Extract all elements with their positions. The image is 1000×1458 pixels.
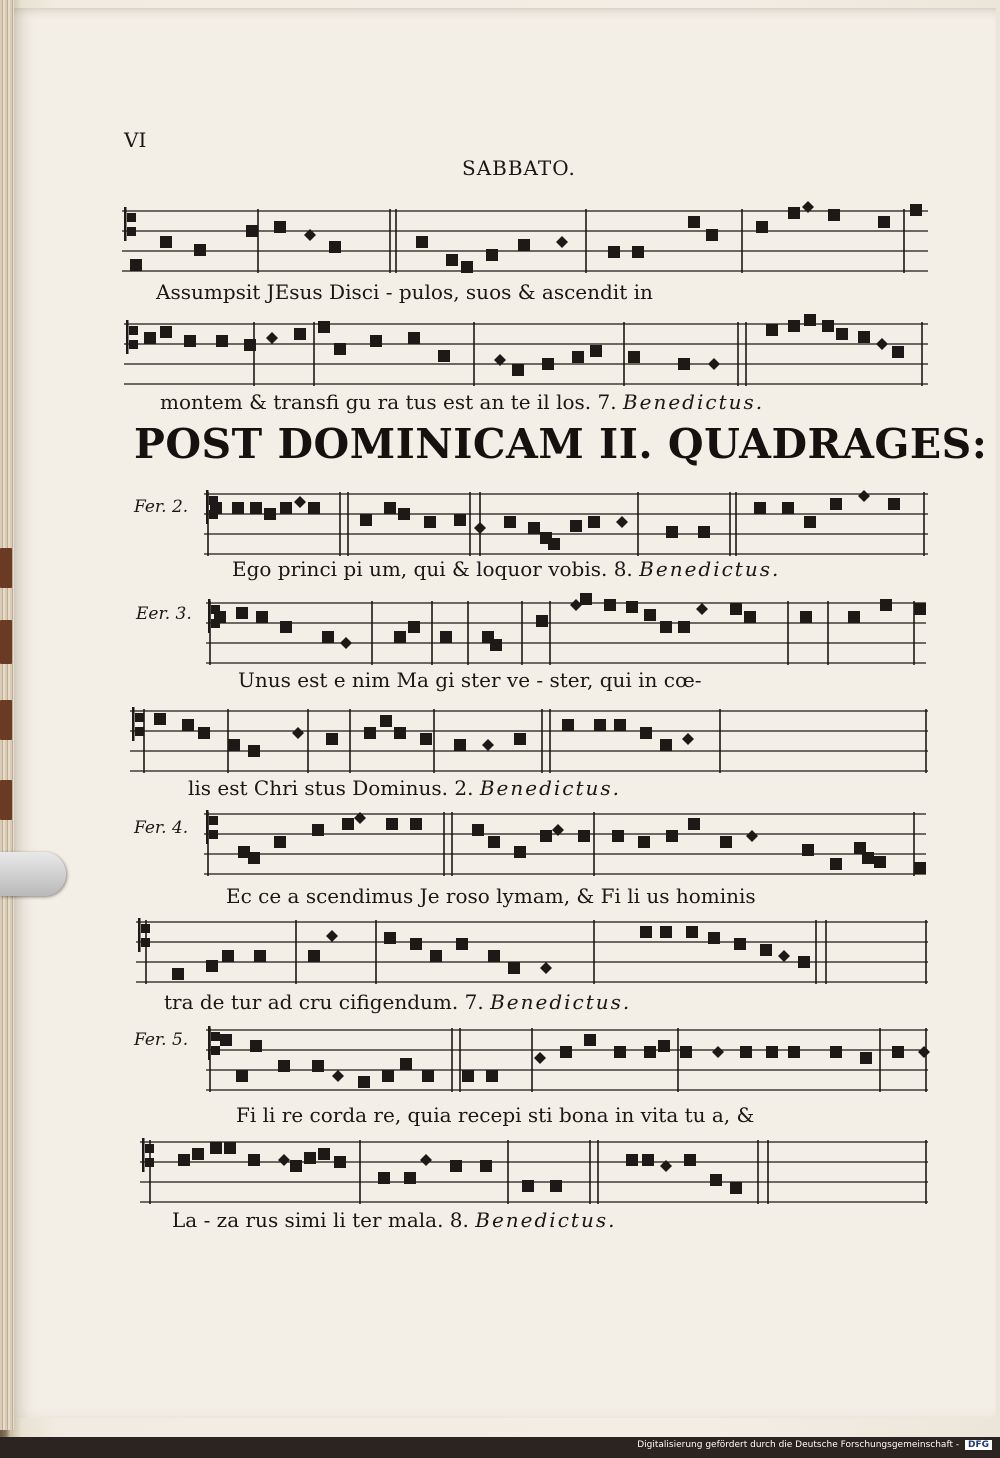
- lyric-text: montem & transfi gu ra tus est an te il los. 7.: [160, 390, 617, 414]
- square-note: [222, 950, 234, 962]
- square-note: [342, 818, 354, 830]
- square-note: [386, 818, 398, 830]
- square-note: [798, 956, 810, 968]
- square-note: [578, 830, 590, 842]
- square-note: [454, 514, 466, 526]
- square-note: [698, 526, 710, 538]
- square-note: [490, 639, 502, 651]
- diamond-note: [556, 236, 568, 248]
- square-note: [892, 1046, 904, 1058]
- square-note: [614, 719, 626, 731]
- music-staff: [204, 808, 926, 878]
- square-note: [550, 1180, 562, 1192]
- square-note: [364, 727, 376, 739]
- square-note: [438, 350, 450, 362]
- square-note: [160, 236, 172, 248]
- square-note: [612, 830, 624, 842]
- square-note: [384, 502, 396, 514]
- square-note: [454, 739, 466, 751]
- square-note: [256, 611, 268, 623]
- lyric-text: Assumpsit JEsus Disci - pulos, suos & ascendit in: [156, 280, 653, 304]
- square-note: [822, 320, 834, 332]
- square-note: [914, 862, 926, 874]
- music-staff: [206, 597, 926, 667]
- clef-icon: [142, 1138, 154, 1172]
- bookmark-tab: [0, 620, 12, 664]
- square-note: [358, 1076, 370, 1088]
- square-note: [744, 611, 756, 623]
- square-note: [312, 824, 324, 836]
- lyric-text: Ego princi pi um, qui & loquor vobis. 8.: [232, 557, 633, 581]
- square-note: [788, 207, 800, 219]
- music-staff: [140, 1136, 928, 1206]
- square-note: [394, 631, 406, 643]
- square-note: [154, 713, 166, 725]
- square-note: [660, 739, 672, 751]
- diamond-note: [712, 1046, 724, 1058]
- ferial-label: Fer. 4.: [134, 818, 189, 838]
- clef-icon: [138, 918, 150, 952]
- staff-notation: [136, 916, 928, 986]
- square-note: [858, 331, 870, 343]
- square-note: [644, 609, 656, 621]
- square-note: [236, 607, 248, 619]
- square-note: [804, 516, 816, 528]
- square-note: [210, 1142, 222, 1154]
- staff-notation: [204, 488, 928, 558]
- square-note: [644, 1046, 656, 1058]
- staff-notation: [124, 318, 928, 388]
- square-note: [588, 516, 600, 528]
- lyric-text: Fi li re corda re, quia recepi sti bona in vita tu a, &: [236, 1103, 755, 1127]
- square-note: [678, 358, 690, 370]
- square-note: [326, 733, 338, 745]
- square-note: [182, 719, 194, 731]
- square-note: [830, 498, 842, 510]
- benedictus-cue: Benedictus.: [479, 776, 622, 800]
- square-note: [680, 1046, 692, 1058]
- square-note: [322, 631, 334, 643]
- music-staff: [122, 205, 928, 275]
- music-staff: [206, 1024, 928, 1094]
- square-note: [250, 1040, 262, 1052]
- page-clip: [0, 852, 66, 896]
- diamond-note: [294, 496, 306, 508]
- benedictus-cue: Benedictus.: [622, 390, 765, 414]
- square-note: [756, 221, 768, 233]
- square-note: [461, 261, 473, 273]
- square-note: [308, 950, 320, 962]
- square-note: [804, 314, 816, 326]
- music-staff: [124, 318, 928, 388]
- square-note: [246, 225, 258, 237]
- square-note: [329, 241, 341, 253]
- square-note: [766, 1046, 778, 1058]
- ferial-label: Fer. 5.: [134, 1030, 189, 1050]
- square-note: [220, 1034, 232, 1046]
- square-note: [512, 364, 524, 376]
- diamond-note: [682, 733, 694, 745]
- square-note: [590, 345, 602, 357]
- lyric-text: Unus est e nim Ma gi ster ve - ster, qui in cœ-: [238, 668, 702, 692]
- diamond-note: [482, 739, 494, 751]
- square-note: [278, 1060, 290, 1072]
- clef-icon: [124, 207, 136, 241]
- square-note: [410, 818, 422, 830]
- square-note: [462, 1070, 474, 1082]
- lyric-line: [164, 990, 631, 1014]
- square-note: [294, 328, 306, 340]
- square-note: [216, 335, 228, 347]
- diamond-note: [858, 490, 870, 502]
- square-note: [274, 836, 286, 848]
- diamond-note: [326, 930, 338, 942]
- square-note: [144, 332, 156, 344]
- square-note: [706, 229, 718, 241]
- folio-number: VI: [124, 128, 147, 152]
- square-note: [628, 351, 640, 363]
- diamond-note: [278, 1154, 290, 1166]
- square-note: [848, 611, 860, 623]
- square-note: [394, 727, 406, 739]
- square-note: [880, 599, 892, 611]
- square-note: [874, 856, 886, 868]
- square-note: [334, 343, 346, 355]
- square-note: [914, 603, 926, 615]
- square-note: [632, 246, 644, 258]
- square-note: [370, 335, 382, 347]
- square-note: [398, 508, 410, 520]
- square-note: [228, 739, 240, 751]
- staff-notation: [130, 705, 928, 775]
- benedictus-cue: Benedictus.: [639, 557, 781, 581]
- square-note: [514, 846, 526, 858]
- bookmark-tab: [0, 700, 12, 740]
- diamond-note: [266, 332, 278, 344]
- square-note: [178, 1154, 190, 1166]
- square-note: [626, 1154, 638, 1166]
- lyric-line: [172, 1208, 616, 1232]
- square-note: [210, 502, 222, 514]
- square-note: [334, 1156, 346, 1168]
- square-note: [518, 239, 530, 251]
- square-note: [232, 502, 244, 514]
- lyric-line: [236, 1103, 754, 1127]
- square-note: [248, 1154, 260, 1166]
- square-note: [640, 926, 652, 938]
- diamond-note: [708, 358, 720, 370]
- square-note: [264, 508, 276, 520]
- square-note: [688, 216, 700, 228]
- square-note: [472, 824, 484, 836]
- square-note: [560, 1046, 572, 1058]
- square-note: [878, 216, 890, 228]
- square-note: [528, 522, 540, 534]
- square-note: [172, 968, 184, 980]
- square-note: [318, 321, 330, 333]
- square-note: [400, 1058, 412, 1070]
- square-note: [522, 1180, 534, 1192]
- square-note: [542, 358, 554, 370]
- square-note: [408, 332, 420, 344]
- square-note: [658, 1040, 670, 1052]
- square-note: [430, 950, 442, 962]
- lyric-line: [238, 668, 702, 692]
- square-note: [570, 520, 582, 532]
- square-note: [130, 259, 142, 271]
- music-staff: [130, 705, 928, 775]
- square-note: [562, 719, 574, 731]
- staff-notation: [206, 597, 926, 667]
- square-note: [422, 1070, 434, 1082]
- square-note: [456, 938, 468, 950]
- square-note: [860, 1052, 872, 1064]
- square-note: [666, 526, 678, 538]
- staff-notation: [204, 808, 926, 878]
- ferial-label: Fer. 2.: [134, 497, 189, 517]
- square-note: [488, 950, 500, 962]
- square-note: [382, 1070, 394, 1082]
- square-note: [548, 538, 560, 550]
- square-note: [760, 944, 772, 956]
- square-note: [642, 1154, 654, 1166]
- square-note: [584, 1034, 596, 1046]
- square-note: [788, 1046, 800, 1058]
- square-note: [410, 938, 422, 950]
- square-note: [280, 621, 292, 633]
- diamond-note: [876, 338, 888, 350]
- square-note: [640, 727, 652, 739]
- square-note: [504, 516, 516, 528]
- square-note: [312, 1060, 324, 1072]
- lyric-text: Ec ce a scendimus Je roso lymam, & Fi li us hominis: [226, 884, 756, 908]
- digitization-footer: [637, 1440, 992, 1450]
- diamond-note: [340, 637, 352, 649]
- square-note: [508, 962, 520, 974]
- square-note: [660, 621, 672, 633]
- square-note: [290, 1160, 302, 1172]
- square-note: [446, 254, 458, 266]
- square-note: [666, 830, 678, 842]
- square-note: [638, 836, 650, 848]
- music-staff: [136, 916, 928, 986]
- lyric-text: tra de tur ad cru cifigendum. 7.: [164, 990, 484, 1014]
- staff-notation: [206, 1024, 928, 1094]
- running-head: SABBATO.: [462, 156, 576, 180]
- square-note: [540, 830, 552, 842]
- square-note: [514, 733, 526, 745]
- diamond-note: [540, 962, 552, 974]
- square-note: [684, 1154, 696, 1166]
- square-note: [688, 818, 700, 830]
- square-note: [404, 1172, 416, 1184]
- square-note: [730, 1182, 742, 1194]
- square-note: [802, 844, 814, 856]
- square-note: [318, 1148, 330, 1160]
- square-note: [608, 246, 620, 258]
- square-note: [192, 1148, 204, 1160]
- lyric-line: [226, 884, 756, 908]
- music-staff: [204, 488, 928, 558]
- square-note: [160, 326, 172, 338]
- square-note: [580, 593, 592, 605]
- square-note: [486, 249, 498, 261]
- diamond-note: [420, 1154, 432, 1166]
- square-note: [198, 727, 210, 739]
- footer-text: Digitalisierung gefördert durch die Deutsche Forschungsgemeinschaft -: [637, 1440, 960, 1450]
- diamond-note: [696, 603, 708, 615]
- bookmark-tab: [0, 780, 12, 820]
- square-note: [488, 836, 500, 848]
- square-note: [828, 209, 840, 221]
- square-note: [248, 852, 260, 864]
- square-note: [206, 960, 218, 972]
- square-note: [536, 615, 548, 627]
- square-note: [424, 516, 436, 528]
- benedictus-cue: Benedictus.: [490, 990, 632, 1014]
- square-note: [254, 950, 266, 962]
- square-note: [800, 611, 812, 623]
- staff-notation: [140, 1136, 928, 1206]
- square-note: [250, 502, 262, 514]
- square-note: [236, 1070, 248, 1082]
- square-note: [184, 335, 196, 347]
- square-note: [480, 1160, 492, 1172]
- square-note: [836, 328, 848, 340]
- square-note: [214, 611, 226, 623]
- square-note: [378, 1172, 390, 1184]
- diamond-note: [474, 522, 486, 534]
- bookmark-tab: [0, 548, 12, 588]
- square-note: [604, 599, 616, 611]
- square-note: [274, 221, 286, 233]
- square-note: [910, 204, 922, 216]
- square-note: [224, 1142, 236, 1154]
- square-note: [788, 320, 800, 332]
- diamond-note: [746, 830, 758, 842]
- square-note: [782, 502, 794, 514]
- square-note: [450, 1160, 462, 1172]
- square-note: [708, 932, 720, 944]
- staff-notation: [122, 205, 928, 275]
- square-note: [416, 236, 428, 248]
- diamond-note: [778, 950, 790, 962]
- square-note: [754, 502, 766, 514]
- square-note: [280, 502, 292, 514]
- square-note: [740, 1046, 752, 1058]
- lyric-line: [156, 280, 653, 304]
- lyric-line: [188, 776, 621, 800]
- square-note: [486, 1070, 498, 1082]
- square-note: [830, 1046, 842, 1058]
- diamond-note: [534, 1052, 546, 1064]
- square-note: [892, 346, 904, 358]
- square-note: [408, 621, 420, 633]
- square-note: [440, 631, 452, 643]
- square-note: [384, 932, 396, 944]
- square-note: [594, 719, 606, 731]
- square-note: [710, 1174, 722, 1186]
- square-note: [194, 244, 206, 256]
- benedictus-cue: Benedictus.: [475, 1208, 617, 1232]
- lyric-line: [232, 557, 780, 581]
- square-note: [686, 926, 698, 938]
- square-note: [766, 324, 778, 336]
- section-title: POST DOMINICAM II. QUADRAGES:: [134, 420, 988, 468]
- diamond-note: [616, 516, 628, 528]
- square-note: [660, 926, 672, 938]
- dfg-logo: DFG: [965, 1440, 992, 1450]
- clef-icon: [126, 320, 138, 354]
- square-note: [730, 603, 742, 615]
- square-note: [626, 601, 638, 613]
- ferial-label: Eer. 3.: [136, 604, 192, 624]
- square-note: [360, 514, 372, 526]
- square-note: [308, 502, 320, 514]
- square-note: [614, 1046, 626, 1058]
- square-note: [678, 621, 690, 633]
- square-note: [734, 938, 746, 950]
- diamond-note: [292, 727, 304, 739]
- square-note: [380, 715, 392, 727]
- square-note: [720, 836, 732, 848]
- lyric-text: lis est Chri stus Dominus. 2.: [188, 776, 474, 800]
- square-note: [888, 498, 900, 510]
- lyric-line: [160, 390, 764, 414]
- lyric-text: La - za rus simi li ter mala. 8.: [172, 1208, 469, 1232]
- square-note: [572, 351, 584, 363]
- square-note: [248, 745, 260, 757]
- clef-icon: [132, 707, 144, 741]
- square-note: [244, 339, 256, 351]
- square-note: [304, 1152, 316, 1164]
- square-note: [420, 733, 432, 745]
- diamond-note: [332, 1070, 344, 1082]
- square-note: [862, 852, 874, 864]
- square-note: [830, 858, 842, 870]
